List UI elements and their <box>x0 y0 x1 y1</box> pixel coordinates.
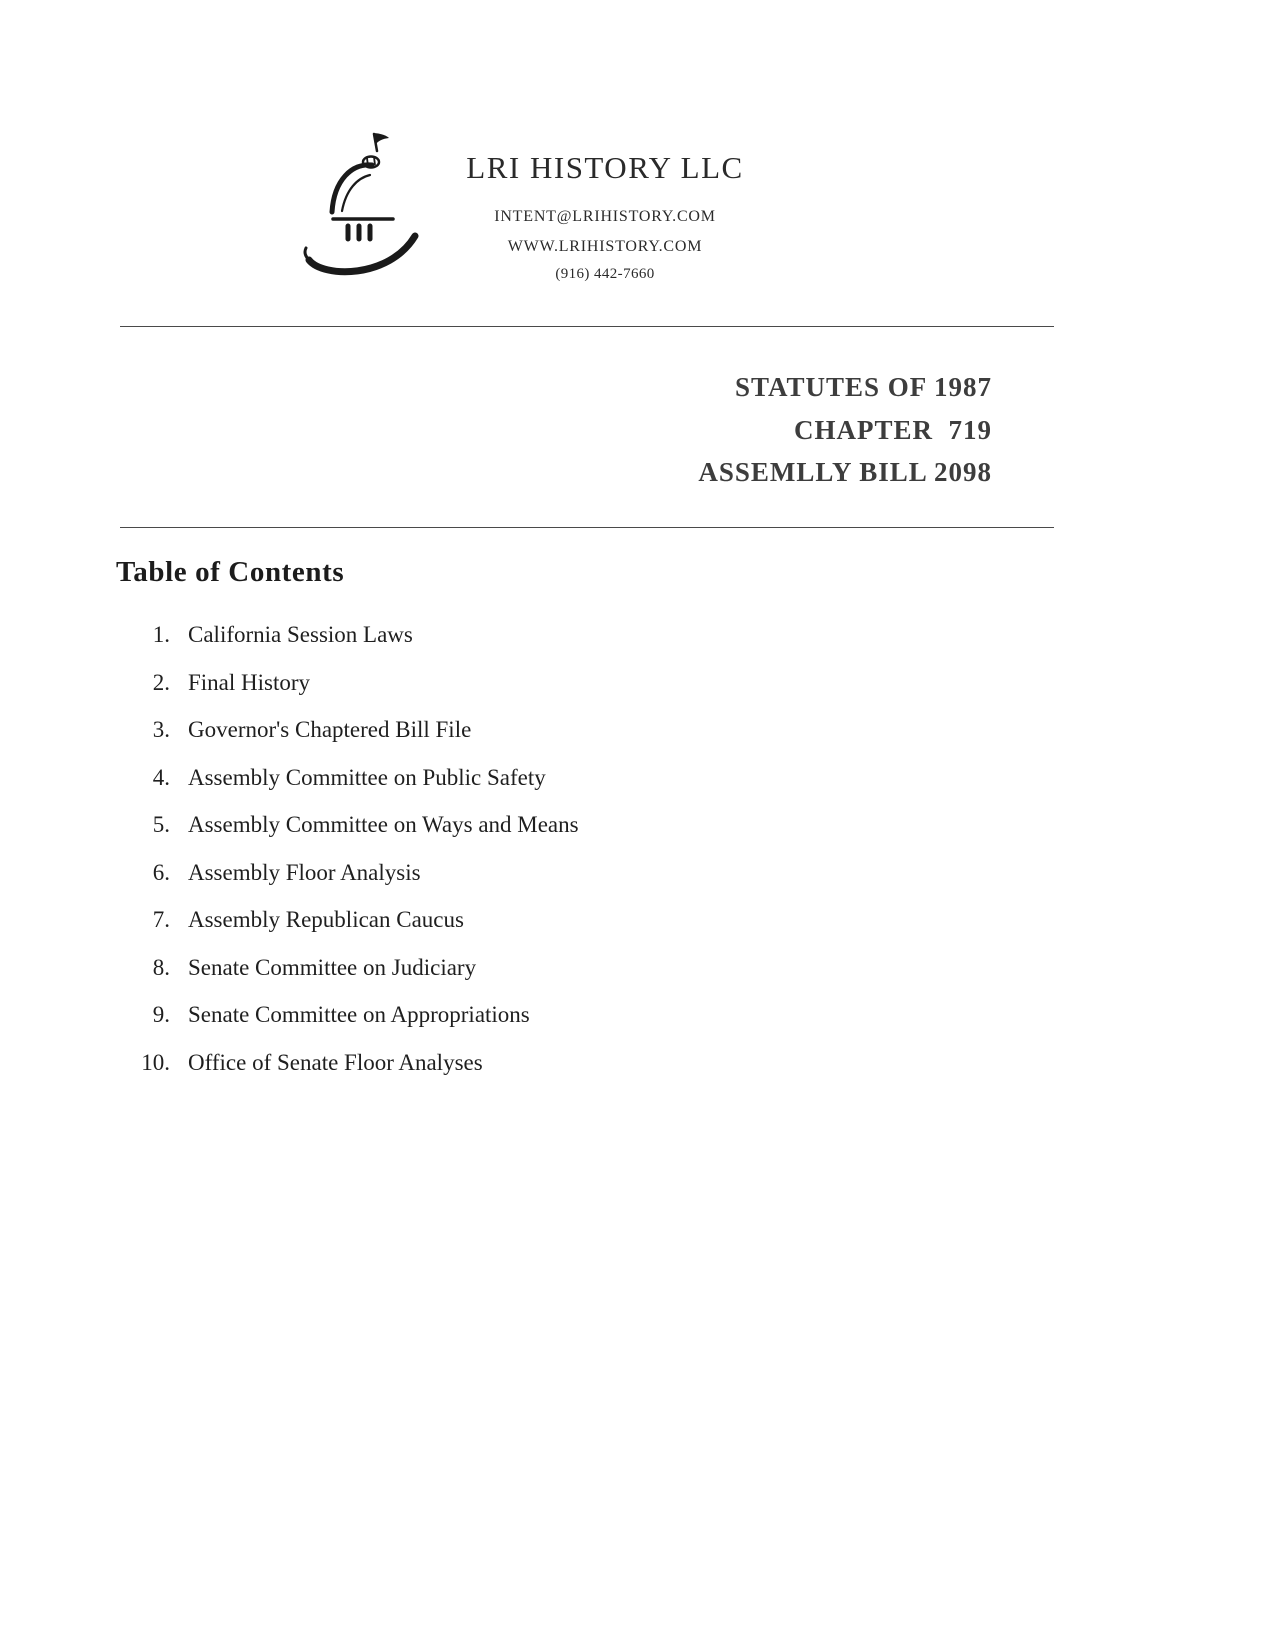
toc-item-number: 1. <box>152 622 170 647</box>
company-phone: (916) 442-7660 <box>555 266 655 283</box>
toc-item <box>118 812 579 860</box>
toc-item-number: 7. <box>152 907 170 932</box>
chapter-line: CHAPTER 719 <box>793 414 992 445</box>
toc-heading: Table of Contents <box>116 556 345 588</box>
toc-item-number: 4. <box>152 764 170 790</box>
toc-item-number: 9. <box>152 1002 170 1027</box>
toc-item-number: 3. <box>152 717 170 742</box>
toc-item-title: Assembly Floor Analysis <box>188 859 421 885</box>
toc-item-title: Assembly Committee on Ways and Means <box>188 812 579 837</box>
toc-item-number: 5. <box>152 812 170 837</box>
toc-item-title: Final History <box>188 669 311 695</box>
toc-item-title: Senate Committee on Judiciary <box>188 954 477 980</box>
toc-item <box>118 1050 579 1098</box>
toc-item <box>118 1002 579 1050</box>
toc-item <box>118 765 579 813</box>
horizontal-rule-bottom <box>120 527 1054 528</box>
company-website: WWW.LRIHISTORY.COM <box>507 237 703 255</box>
capitol-dome-sketch-icon <box>295 118 445 290</box>
toc-item-number: 6. <box>152 859 170 885</box>
toc-item-title: California Session Laws <box>188 622 413 647</box>
toc-item-title: Office of Senate Floor Analyses <box>188 1049 483 1075</box>
company-email: INTENT@LRIHISTORY.COM <box>494 208 716 225</box>
toc-item <box>118 860 579 908</box>
toc-item <box>118 907 579 955</box>
toc-item-number: 2. <box>152 669 170 695</box>
toc-item-title: Governor's Chaptered Bill File <box>188 717 472 742</box>
toc-item-title: Assembly Republican Caucus <box>188 907 464 932</box>
bill-line: ASSEMLLY BILL 2098 <box>698 457 992 488</box>
toc-item-title: Assembly Committee on Public Safety <box>188 764 546 790</box>
statute-title-block <box>698 366 992 494</box>
toc-item <box>118 670 579 718</box>
toc-list <box>118 622 579 1097</box>
letterhead <box>425 150 785 289</box>
statutes-line: STATUTES OF 1987 <box>734 372 992 402</box>
toc-item-number: 8. <box>152 954 170 980</box>
horizontal-rule-top <box>120 326 1054 327</box>
toc-item <box>118 622 579 670</box>
toc-item <box>118 955 579 1003</box>
toc-item-number: 10. <box>141 1049 170 1075</box>
toc-item-title: Senate Committee on Appropriations <box>188 1002 530 1027</box>
company-name: LRI HISTORY LLC <box>466 150 744 185</box>
toc-item <box>118 717 579 765</box>
